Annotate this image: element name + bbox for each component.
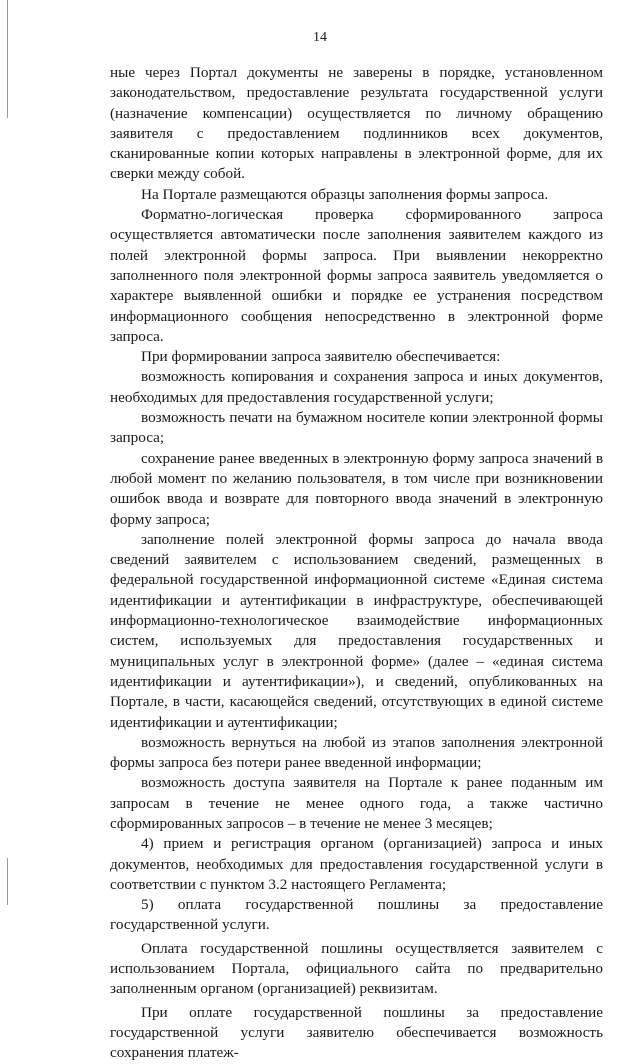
left-margin-line-bottom bbox=[7, 858, 8, 905]
paragraph: сохранение ранее введенных в электронную форму запроса значений в любой момент по желанию пользователя, в том числе при возникновении ошибок ввода и возврате для повторного ввода значений в электронную форму запроса; bbox=[110, 449, 603, 528]
paragraph: При оплате государственной пошлины за предоставление государственной услуги заявителю обеспечивается возможность сохранения платеж- bbox=[110, 1003, 603, 1062]
page-number: 14 bbox=[313, 30, 327, 45]
paragraph: заполнение полей электронной формы запроса до начала ввода сведений заявителем с использованием сведений, размещенных в федеральной государственной информационной системе «Единая система идентификации и аутентификации в инфраструктуре, обеспечивающей информационно-технологическое взаимодействие информационных систем, используемых для предоставления государственных и муниципальных услуг в электронной форме» (далее – «единая система идентификации и аутентификации»), и сведений, опубликованных на Портале, в части, касающейся сведений, отсутствующих в единой системе идентификации и аутентификации; bbox=[110, 530, 603, 731]
paragraph: На Портале размещаются образцы заполнения формы запроса. bbox=[141, 185, 549, 203]
paragraph: ные через Портал документы не заверены в порядке, установленном законодательством, предоставление результата государственной услуги (назначение компенсации) осуществляется по личному обращению заявителя с предоставлением подлинников всех документов, сканированные копии которых направлены в электронной форме, для их сверки между собой. bbox=[110, 64, 603, 183]
paragraph: 5) оплата государственной пошлины за предоставление государственной услуги. bbox=[110, 896, 603, 934]
paragraph: 4) прием и регистрация органом (организацией) запроса и иных документов, необходимых для предоставления государственной услуги в соответствии с пунктом 3.2 настоящего Регламента; bbox=[110, 835, 603, 893]
body-text bbox=[110, 63, 603, 1064]
paragraph: Форматно-логическая проверка сформированного запроса осуществляется автоматически после заполнения заявителем каждого из полей электронной формы запроса. При выявлении некорректно заполненного поля электронной формы запроса заявитель уведомляется о характере выявленной ошибки и порядке ее устранения посредством информационного сообщения непосредственно в электронной форме запроса. bbox=[110, 206, 603, 345]
paragraph: возможность копирования и сохранения запроса и иных документов, необходимых для предоставления государственной услуги; bbox=[110, 368, 603, 406]
paragraph: При формировании запроса заявителю обеспечивается: bbox=[141, 348, 501, 366]
paragraph: Оплата государственной пошлины осуществляется заявителем с использованием Портала, официального сайта по предварительно заполненным органом (организацией) реквизитам. bbox=[110, 939, 603, 998]
paragraph: возможность печати на бумажном носителе копии электронной формы запроса; bbox=[110, 409, 603, 447]
paragraph: возможность доступа заявителя на Портале к ранее поданным им запросам в течение не менее одного года, а также частично сформированных запросов – в течение не менее 3 месяцев; bbox=[110, 774, 603, 832]
left-margin-line-top bbox=[7, 0, 8, 118]
paragraph: возможность вернуться на любой из этапов заполнения электронной формы запроса без потери ранее введенной информации; bbox=[110, 733, 603, 772]
